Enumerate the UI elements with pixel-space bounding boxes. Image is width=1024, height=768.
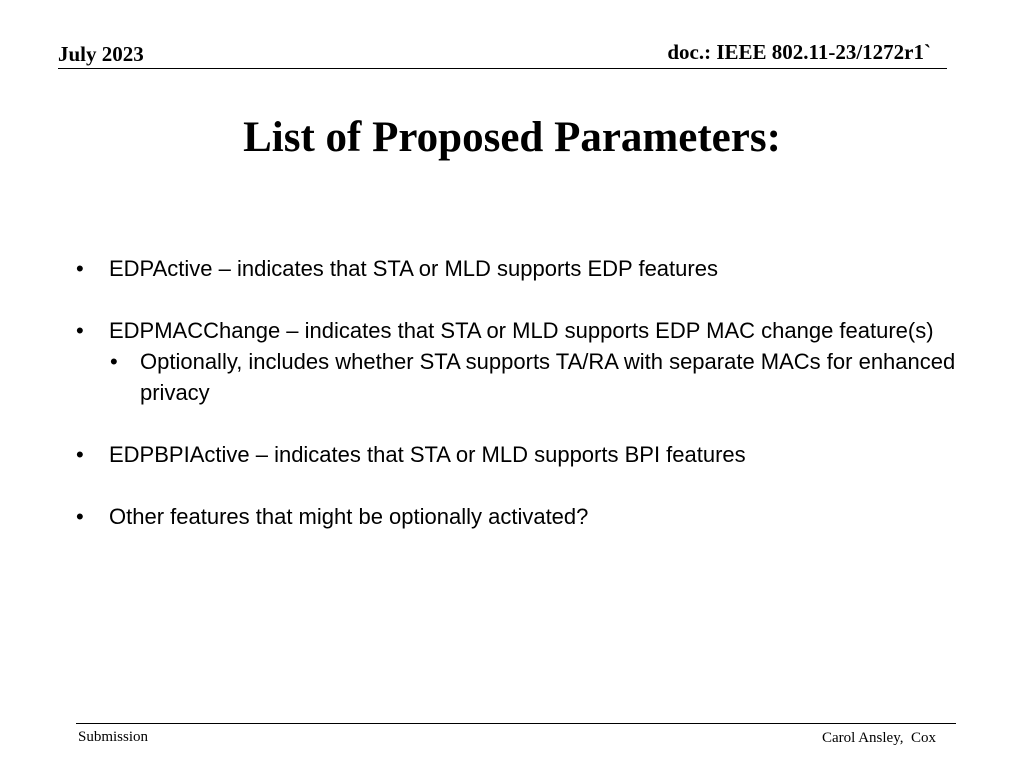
bullet-item-edpactive [76, 253, 956, 284]
bullet-item-edpmacchange [76, 315, 956, 408]
bullet-text: EDPBPIActive – indicates that STA or MLD supports BPI features [109, 442, 746, 467]
header-date: July 2023 [58, 42, 144, 66]
header-doc-id: doc.: IEEE 802.11-23/1272r1` [667, 40, 931, 64]
sub-bullet-list [109, 346, 956, 408]
footer-submission: Submission [78, 729, 149, 745]
bullet-text: Other features that might be optionally activated? [109, 504, 589, 529]
sub-bullet-text: Optionally, includes whether STA supports TA/RA with separate MACs for enhanced privacy [140, 349, 956, 405]
bullet-text: EDPActive – indicates that STA or MLD supports EDP features [109, 256, 718, 281]
slide-title: List of Proposed Parameters: [243, 114, 781, 161]
footer-divider [76, 723, 956, 724]
bullet-list [76, 253, 956, 563]
bullet-item-other-features [76, 501, 956, 532]
sub-bullet-item [109, 346, 956, 408]
header-divider [58, 68, 947, 69]
bullet-item-edpbpiactive [76, 439, 956, 470]
bullet-text: EDPMACChange – indicates that STA or MLD supports EDP MAC change feature(s) [109, 318, 934, 343]
footer-author: Carol Ansley, Cox [821, 730, 936, 746]
